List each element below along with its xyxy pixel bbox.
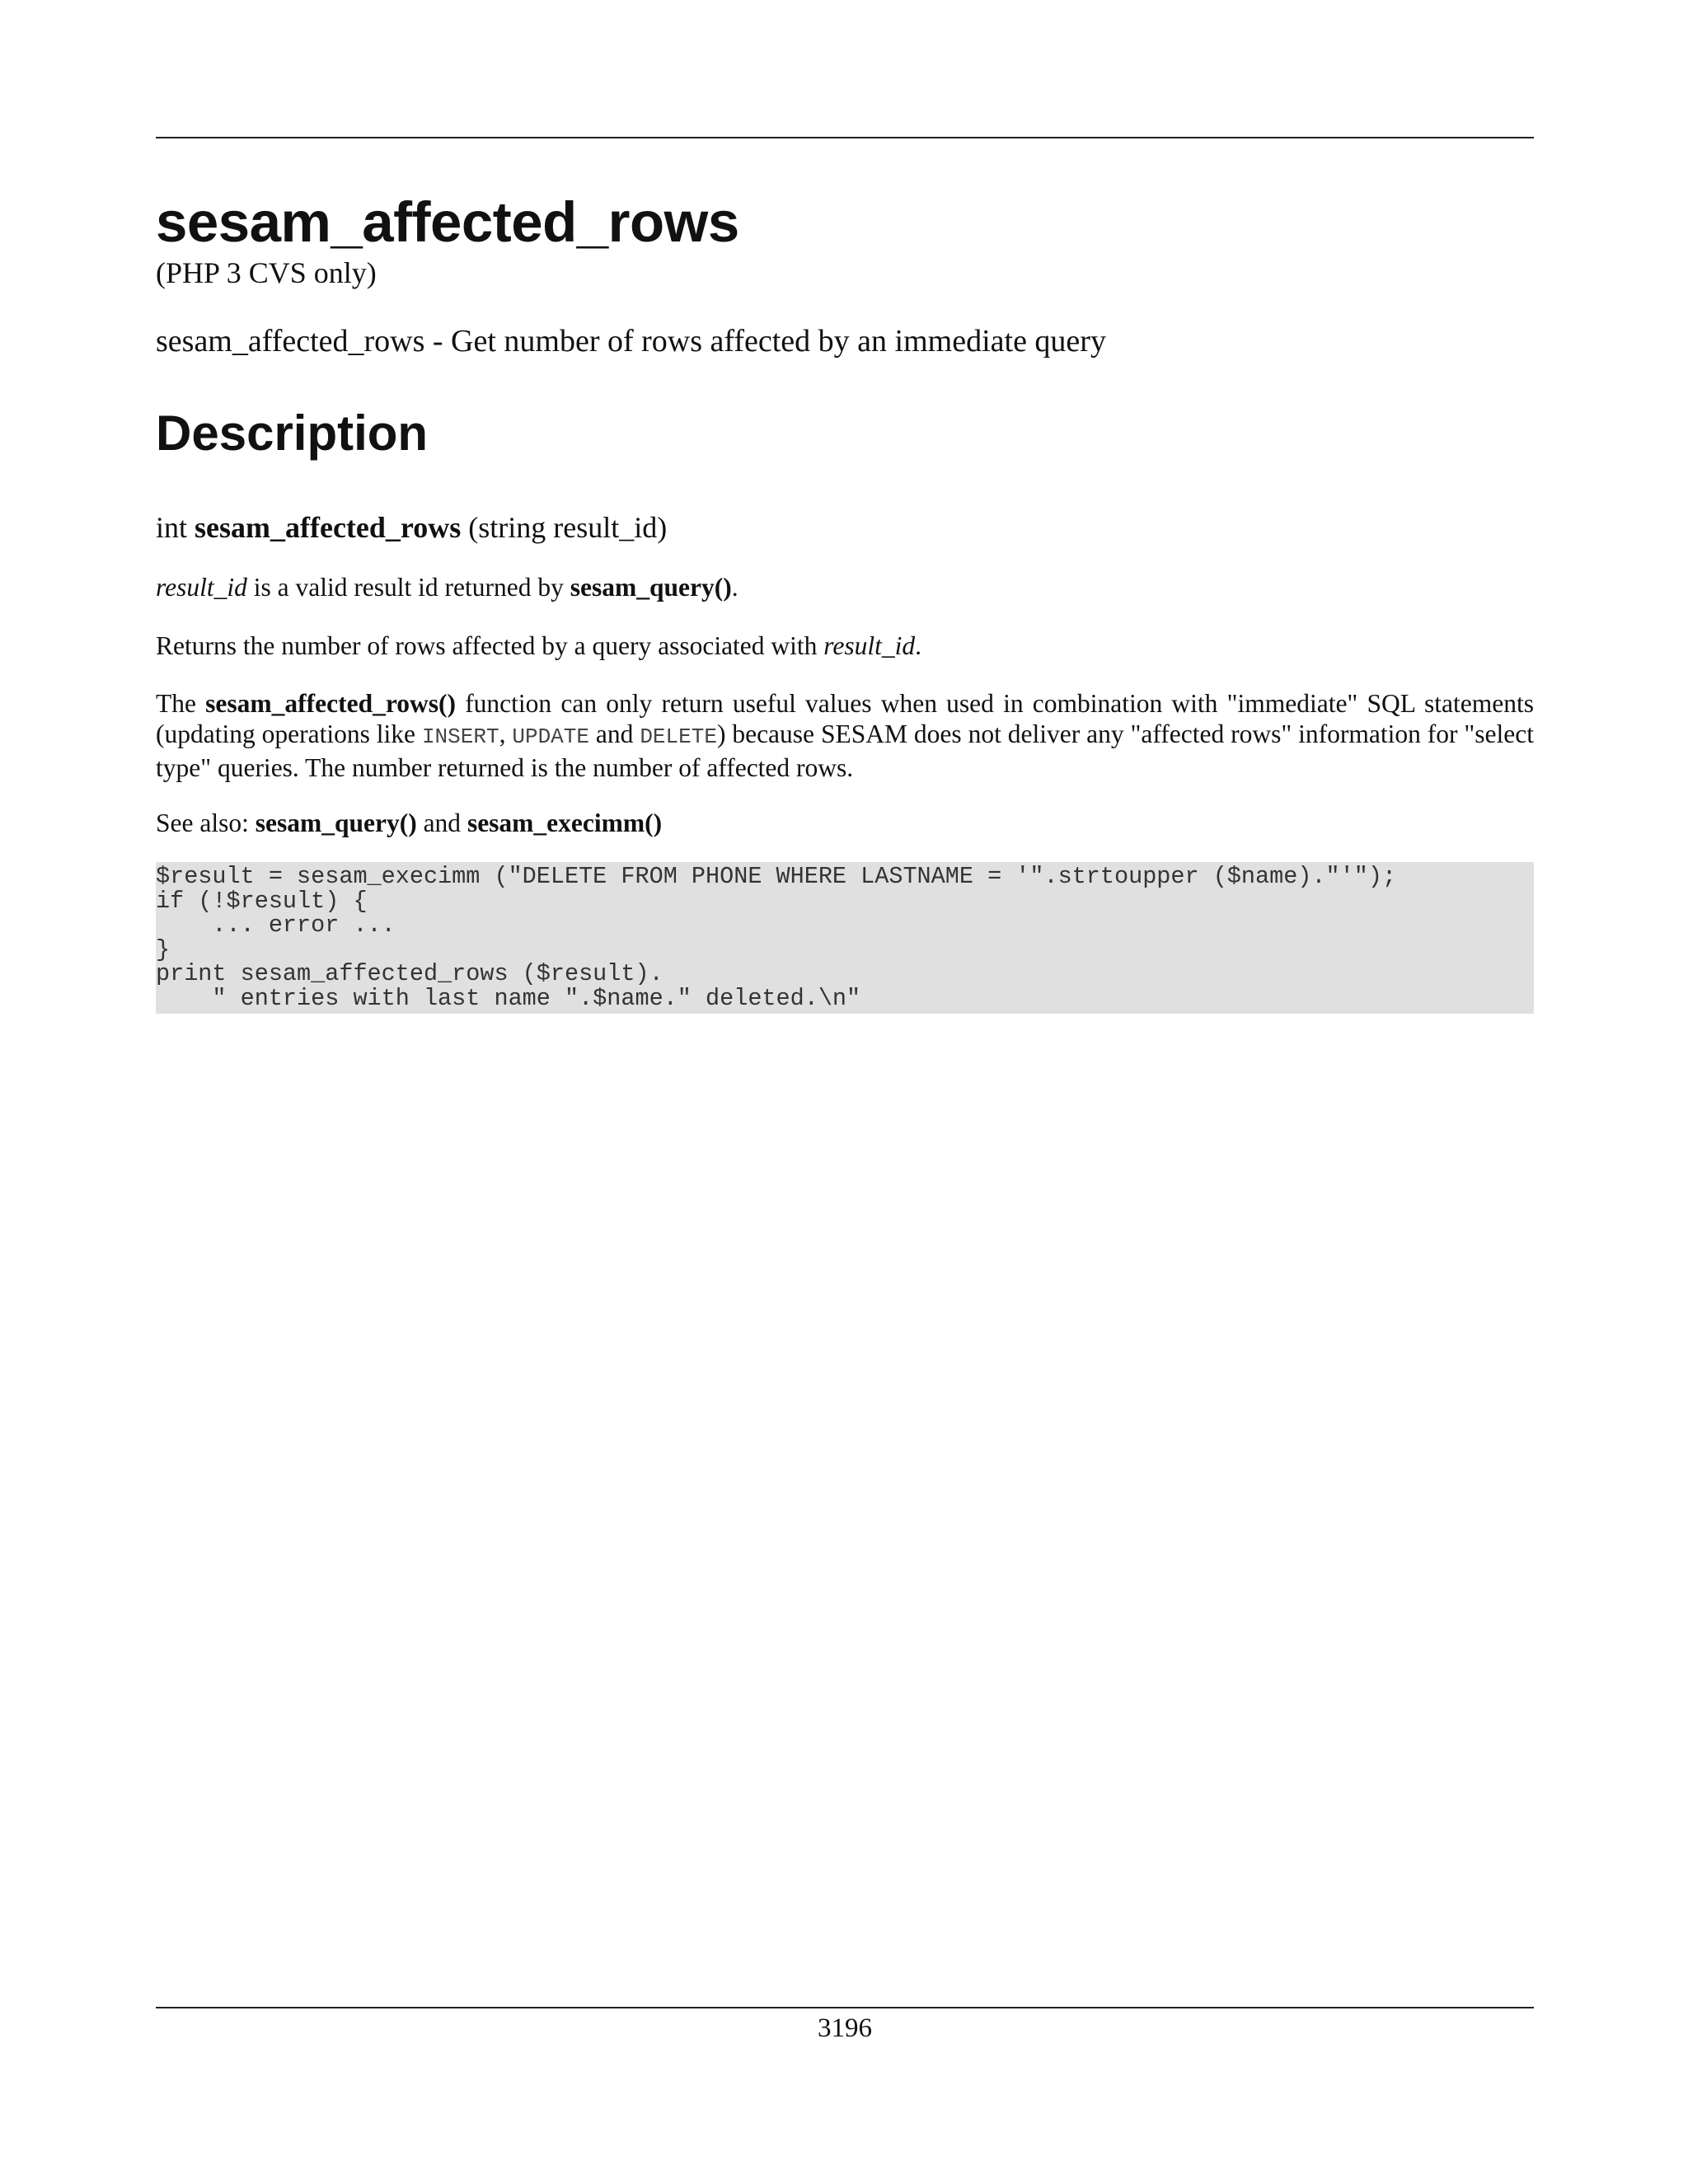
see-also: See also: sesam_query() and sesam_execimm()	[156, 808, 663, 837]
sql-keyword-update: UPDATE	[512, 724, 589, 749]
code-example	[156, 862, 1534, 1014]
code-line: ... error ...	[156, 912, 396, 939]
footer-rule	[156, 2007, 1534, 2008]
function-link-sesam-execimm: sesam_execimm()	[467, 808, 663, 837]
page-number: 3196	[818, 2013, 872, 2043]
function-synopsis	[156, 509, 667, 546]
page-title: sesam_affected_rows	[156, 190, 739, 254]
param-description: result_id is a valid result id returned by sesam_query().	[156, 573, 738, 602]
code-line: print sesam_affected_rows ($result).	[156, 960, 663, 987]
function-link-sesam-query: sesam_query()	[570, 573, 732, 602]
sql-keyword-delete: DELETE	[640, 724, 717, 749]
document-page	[156, 0, 1534, 2184]
return-type: int	[156, 511, 188, 544]
header-rule	[156, 137, 1534, 138]
return-description: Returns the number of rows affected by a query associated with result_id.	[156, 631, 922, 660]
param-name: result_id	[823, 631, 916, 660]
function-name-inline: sesam_affected_rows()	[205, 689, 456, 718]
code-line: $result = sesam_execimm ("DELETE FROM PHONE WHERE LASTNAME = '".strtoupper ($name)."'");	[156, 863, 1397, 890]
function-params: (string result_id)	[468, 511, 668, 544]
description-heading: Description	[156, 405, 429, 461]
code-line: " entries with last name ".$name." deleted.\n"	[156, 984, 861, 1012]
function-name: sesam_affected_rows	[195, 511, 462, 544]
ref-purpose: sesam_affected_rows - Get number of rows affected by an immediate query	[156, 324, 1106, 359]
function-link-sesam-query: sesam_query()	[255, 808, 417, 837]
code-line: }	[156, 935, 171, 963]
code-line: if (!$result) {	[156, 887, 368, 915]
param-name: result_id	[156, 573, 247, 602]
version-info: (PHP 3 CVS only)	[156, 256, 377, 289]
sql-keyword-insert: INSERT	[421, 724, 499, 749]
usage-note: The sesam_affected_rows() function can only return useful values when used in combination with "immediate" SQL statements (updating operations like INSERT, UPDATE and DELETE) because SESAM does not deliver any "affected rows" information for "select type" queries. The number returned is the number of affected rows.	[156, 689, 1534, 782]
